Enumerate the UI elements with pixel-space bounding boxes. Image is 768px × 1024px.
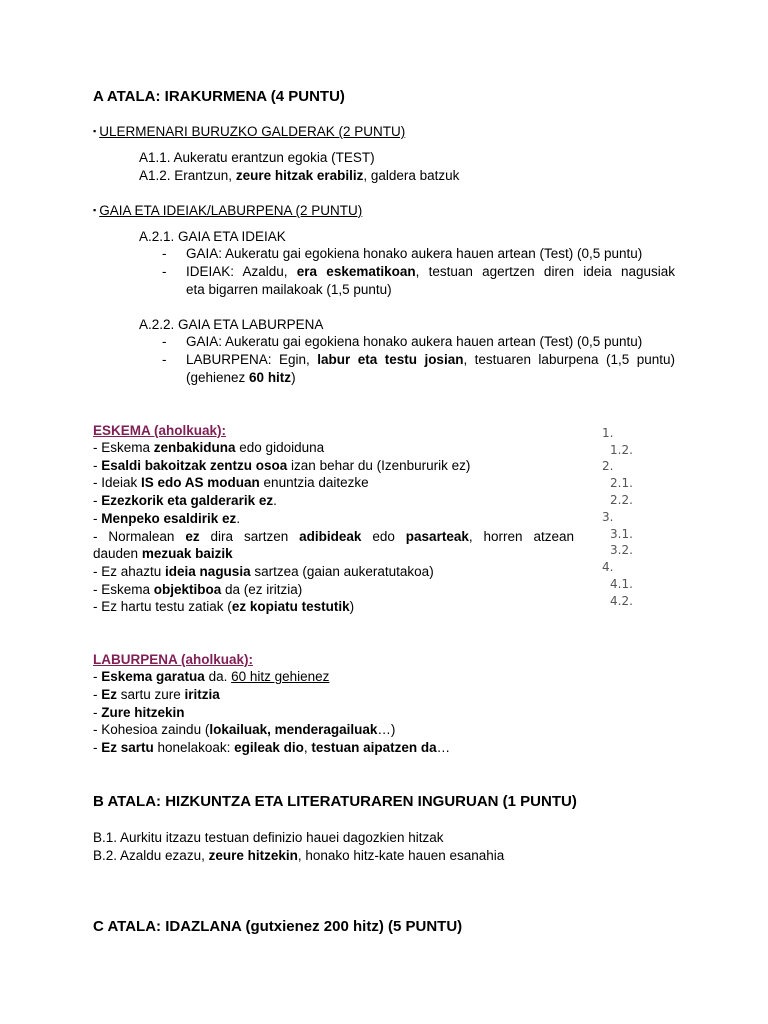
outline-number: 2.2. <box>610 493 633 507</box>
eskema-bold: adibideak <box>299 529 362 544</box>
a21-gaia: GAIA: Aukeratu gai egokiena honako aukera hauen artean (Test) (0,5 puntu) <box>186 246 643 261</box>
a12-text: A1.2. Erantzun, <box>139 168 236 183</box>
outline-number: 4. <box>602 560 614 574</box>
section-c-title: C ATALA: IDAZLANA (gutxienez 200 hitz) (5 PUNTU) <box>93 918 463 935</box>
eskema-text: izan behar du (Izenbururik ez) <box>287 458 471 473</box>
laburpena-item <box>93 740 450 755</box>
a22-lab-text: LABURPENA: Egin, <box>186 352 318 367</box>
eskema-bold: zenbakiduna <box>153 440 236 455</box>
eskema-bold: ez <box>185 529 200 544</box>
a21-ideiak-text: IDEIAK: Azaldu, <box>186 264 297 279</box>
dash-marker: - <box>162 264 167 279</box>
eskema-item-cont <box>93 546 233 561</box>
laburpena-bold: egileak dio <box>234 740 304 755</box>
eskema-text: edo <box>361 529 406 544</box>
square-bullet-icon: ▪ <box>93 126 97 136</box>
outline-number: 2. <box>602 459 614 473</box>
laburpena-item <box>93 705 185 720</box>
laburpena-bold: Ez <box>101 687 118 702</box>
eskema-text: . <box>236 511 241 526</box>
a22-lab-text-end: , testuaren laburpena (1,5 puntu) <box>463 352 675 367</box>
eskema-bold: pasarteak <box>405 529 469 544</box>
eskema-bold: mezuak baizik <box>141 546 233 561</box>
eskema-text: - Eskema <box>93 440 154 455</box>
eskema-item <box>93 458 470 473</box>
eskema-text: edo gidoiduna <box>235 440 325 455</box>
laburpena-heading: LABURPENA (aholkuak): <box>93 652 254 667</box>
laburpena-bold: Eskema garatua <box>101 669 205 684</box>
laburpena-bold: testuan aipatzen da <box>311 740 437 755</box>
eskema-bold: Ezezkorik eta galderarik ez <box>101 493 274 508</box>
eskema-text: dauden <box>93 546 142 561</box>
eskema-item <box>93 440 324 455</box>
laburpena-item <box>93 669 329 684</box>
a21-ideiak-line2: eta bigarren mailakoak (1,5 puntu) <box>186 282 392 297</box>
eskema-text: , horren atzean <box>468 529 574 544</box>
laburpena-text: …) <box>377 722 396 737</box>
section-b-title: B ATALA: HIZKUNTZA ETA LITERATURAREN INGURUAN (1 PUNTU) <box>93 793 577 810</box>
eskema-text: sartzea (gaian aukeratutakoa) <box>250 564 434 579</box>
eskema-item <box>93 599 354 614</box>
laburpena-text: - <box>93 705 102 720</box>
a22-lab-line2-end: ) <box>291 370 296 385</box>
a22-laburpena-line2 <box>186 370 296 385</box>
a21-ideiak-text-end: , testuan agertzen diren ideia nagusiak <box>415 264 676 279</box>
outline-number: 4.1. <box>610 577 633 591</box>
eskema-text: - Eskema <box>93 582 154 597</box>
b1-line: B.1. Aurkitu itzazu testuan definizio hauei dagozkien hitzak <box>93 830 444 845</box>
eskema-text: - Normalean <box>93 529 186 544</box>
laburpena-text: … <box>436 740 451 755</box>
eskema-text: - <box>93 458 102 473</box>
eskema-item <box>93 529 574 544</box>
outline-number: 1.2. <box>610 443 633 457</box>
outline-number: 2.1. <box>610 476 633 490</box>
gaia-heading-text: GAIA ETA IDEIAK/LABURPENA (2 PUNTU) <box>99 203 363 218</box>
eskema-bold: objektiboa <box>153 582 222 597</box>
eskema-bold: IS edo AS moduan <box>141 475 260 490</box>
eskema-bold: ez kopiatu testutik <box>231 599 350 614</box>
laburpena-text: - <box>93 740 102 755</box>
eskema-text: dira sartzen <box>199 529 300 544</box>
laburpena-text: , <box>303 740 312 755</box>
laburpena-text: - <box>93 669 102 684</box>
eskema-item <box>93 511 240 526</box>
eskema-item <box>93 564 434 579</box>
eskema-text: da (ez iritzia) <box>221 582 303 597</box>
b2-line <box>93 848 504 863</box>
eskema-text: - Ez hartu testu zatiak ( <box>93 599 232 614</box>
eskema-bold: Menpeko esaldirik ez <box>101 511 237 526</box>
b2-bold: zeure hitzekin <box>208 848 298 863</box>
a22-lab-line2-text: (gehienez <box>186 370 250 385</box>
section-a-title: A ATALA: IRAKURMENA (4 PUNTU) <box>93 88 345 105</box>
eskema-heading: ESKEMA (aholkuak): <box>93 423 227 438</box>
square-bullet-icon: ▪ <box>93 205 97 215</box>
outline-number: 3. <box>602 510 614 524</box>
laburpena-text: da. <box>204 669 232 684</box>
a22-lab-line2-bold: 60 hitz <box>249 370 292 385</box>
laburpena-text: - Kohesioa zaindu ( <box>93 722 210 737</box>
laburpena-text: - <box>93 687 102 702</box>
laburpena-bold: Zure hitzekin <box>101 705 185 720</box>
a22-lab-bold: labur eta testu josian <box>317 352 464 367</box>
eskema-item <box>93 475 369 490</box>
eskema-item <box>93 493 277 508</box>
eskema-bold: Esaldi bakoitzak zentzu osoa <box>101 458 288 473</box>
dash-marker: - <box>162 334 167 349</box>
eskema-text: ) <box>349 599 355 614</box>
dash-marker: - <box>162 352 167 367</box>
laburpena-underlined: 60 hitz gehienez <box>231 669 330 684</box>
laburpena-bold: Ez sartu <box>101 740 154 755</box>
outline-number: 3.2. <box>610 543 633 557</box>
eskema-item <box>93 582 302 597</box>
a21-ideiak <box>186 264 675 279</box>
laburpena-bold: lokailuak, menderagailuak <box>209 722 378 737</box>
ulermen-heading <box>93 124 405 139</box>
outline-number: 4.2. <box>610 594 633 608</box>
laburpena-text: sartu zure <box>117 687 185 702</box>
outline-number: 3.1. <box>610 527 633 541</box>
eskema-text: - <box>93 511 102 526</box>
eskema-text: - Ideiak <box>93 475 142 490</box>
ulermen-heading-text: ULERMENARI BURUZKO GALDERAK (2 PUNTU) <box>99 124 406 139</box>
dash-marker: - <box>162 246 167 261</box>
a21-ideiak-bold: era eskematikoan <box>296 264 416 279</box>
a22-title: A.2.2. GAIA ETA LABURPENA <box>139 317 324 332</box>
gaia-heading <box>93 203 362 218</box>
laburpena-text: honelakoak: <box>153 740 235 755</box>
a12-text-end: , galdera batzuk <box>363 168 460 183</box>
eskema-text: - <box>93 493 102 508</box>
a22-gaia: GAIA: Aukeratu gai egokiena honako aukera hauen artean (Test) (0,5 puntu) <box>186 334 643 349</box>
a12-line <box>139 168 459 183</box>
b2-text-end: , honako hitz-kate hauen esanahia <box>297 848 505 863</box>
a22-laburpena <box>186 352 675 367</box>
eskema-text: . <box>273 493 277 508</box>
laburpena-bold: iritzia <box>184 687 220 702</box>
eskema-bold: ideia nagusia <box>165 564 251 579</box>
outline-number: 1. <box>602 426 614 440</box>
a21-title: A.2.1. GAIA ETA IDEIAK <box>139 229 286 244</box>
eskema-text: enuntzia daitezke <box>259 475 369 490</box>
a11-line: A1.1. Aukeratu erantzun egokia (TEST) <box>139 150 375 165</box>
a12-bold: zeure hitzak erabiliz <box>235 168 364 183</box>
eskema-text: - Ez ahaztu <box>93 564 166 579</box>
laburpena-item <box>93 687 220 702</box>
b2-text: B.2. Azaldu ezazu, <box>93 848 209 863</box>
laburpena-item <box>93 722 395 737</box>
